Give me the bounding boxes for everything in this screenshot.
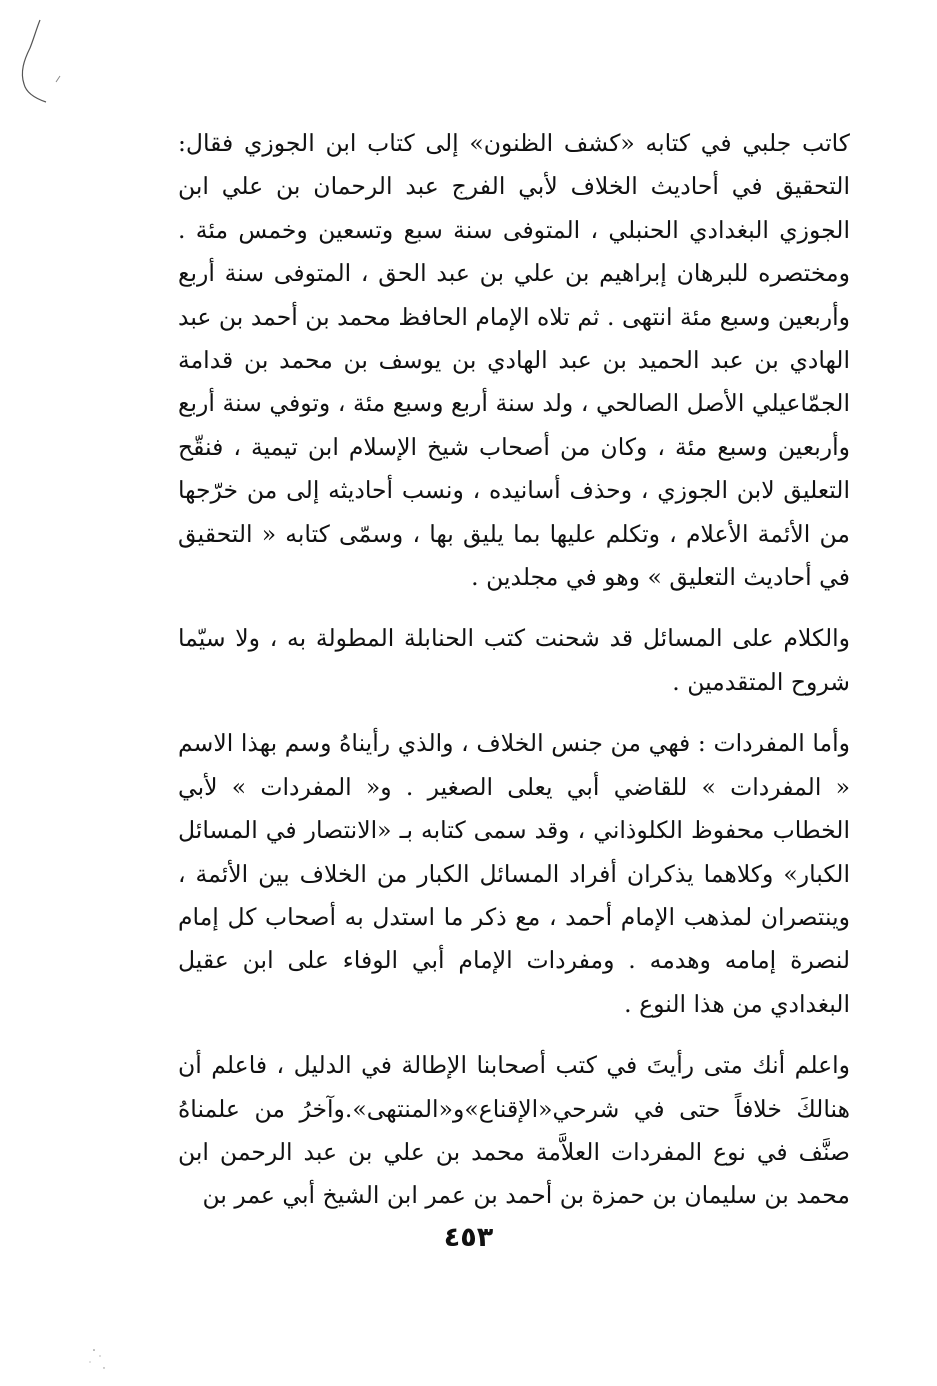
page-number: ٤٥٣: [443, 1222, 494, 1253]
main-text-block: [178, 122, 850, 1218]
scan-specks: [80, 1340, 120, 1380]
paragraph-1: كاتب جلبي في كتابه «كشف الظنون» إلى كتاب ابن الجوزي فقال: التحقيق في أحاديث الخلاف لأبي الفرج عبد الرحمان بن علي ابن الجوزي البغدادي الحنبلي ، المتوفى سنة سبع وتسعين وخمس مئة . ومختصره للبرهان إبراهيم بن علي بن عبد الحق ، المتوفى سنة أربع وأربعين وسبع مئة انتهى . ثم تلاه الإمام الحافظ محمد بن أحمد بن عبد الهادي بن عبد الحميد بن عبد الهادي بن يوسف بن محمد بن قدامة الجمّاعيلي الأصل الصالحي ، ولد سنة أربع وسبع مئة ، وتوفي سنة أربع وأربعين وسبع مئة ، وكان من أصحاب شيخ الإسلام ابن تيمية ، فنقّح التعليق لابن الجوزي ، وحذف أسانيده ، ونسب أحاديثه إلى من خرّجها من الأئمة الأعلام ، وتكلم عليها بما يليق بها ، وسمّى كتابه « التحقيق في أحاديث التعليق » وهو في مجلدين .: [178, 129, 850, 592]
paragraph-2: والكلام على المسائل قد شحنت كتب الحنابلة المطولة به ، ولا سيّما شروح المتقدمين .: [178, 624, 850, 696]
paragraph-4: واعلم أنك متى رأيتَ في كتب أصحابنا الإطالة في الدليل ، فاعلم أن هنالكَ خلافاً حتى في شرحي«الإقناع»و«المنتهى».وآخرُ من علمناهُ صنَّف في نوع المفردات العلاَّمة محمد بن علي بن عبد الرحمن ابن محمد بن سليمان بن حمزة بن أحمد بن عمر ابن الشيخ أبي عمر بن: [178, 1051, 850, 1210]
scan-edge-mark: [16, 18, 66, 108]
paragraph-3: وأما المفردات : فهي من جنس الخلاف ، والذي رأيناهُ وسم بهذا الاسم « المفردات » للقاضي أبي يعلى الصغير . و« المفردات » لأبي الخطاب محفوظ الكلوذاني ، وقد سمى كتابه بـ «الانتصار في المسائل الكبار» وكلاهما يذكران أفراد المسائل الكبار من الخلاف بين الأئمة ، وينتصران لمذهب الإمام أحمد ، مع ذكر ما استدل به أصحاب كل إمام لنصرة إمامه وهدمه . ومفردات الإمام أبي الوفاء على ابن عقيل البغدادي من هذا النوع .: [178, 729, 850, 1018]
